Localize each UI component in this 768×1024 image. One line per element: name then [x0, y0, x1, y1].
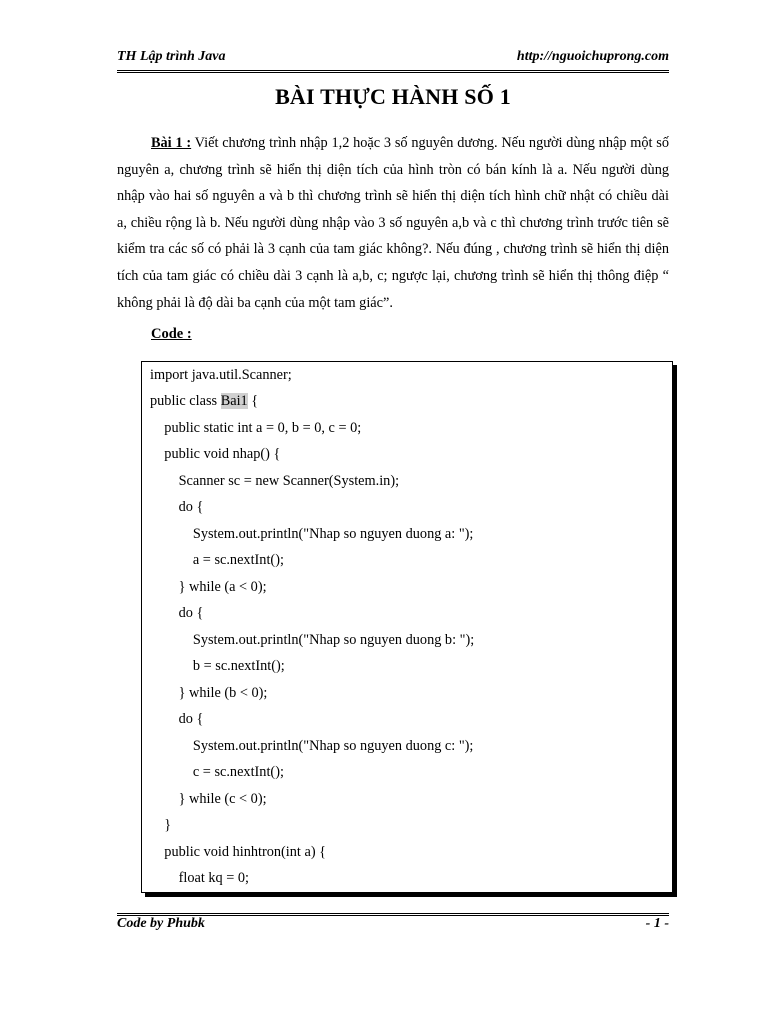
- code-line-17: } while (c < 0);: [150, 791, 267, 807]
- code-label: Code :: [151, 326, 192, 342]
- code-highlighted-class-name: Bai1: [220, 393, 248, 409]
- header-course-title: TH Lập trình Java: [117, 49, 226, 64]
- code-line-11: System.out.println("Nhap so nguyen duong b: ");: [150, 632, 475, 648]
- code-line-15: System.out.println("Nhap so nguyen duong c: ");: [150, 738, 474, 754]
- code-line-7: System.out.println("Nhap so nguyen duong a: ");: [150, 526, 474, 542]
- code-line-12: b = sc.nextInt();: [150, 658, 285, 674]
- code-line-3: public static int a = 0, b = 0, c = 0;: [150, 420, 362, 436]
- code-line-4: public void nhap() {: [150, 446, 281, 462]
- footer-page-number: - 1 -: [645, 916, 669, 931]
- code-line-14: do {: [150, 711, 204, 727]
- footer-author: Code by Phubk: [117, 916, 205, 931]
- code-line-6: do {: [150, 499, 204, 515]
- code-line-20: float kq = 0;: [150, 870, 249, 886]
- header-website: http://nguoichuprong.com: [516, 49, 669, 64]
- code-line-13: } while (b < 0);: [150, 685, 268, 701]
- page-header: [117, 49, 669, 65]
- code-line-2-end: {: [247, 393, 259, 409]
- code-line-5: Scanner sc = new Scanner(System.in);: [150, 473, 400, 489]
- code-line-1: import java.util.Scanner;: [150, 367, 292, 383]
- code-line-8: a = sc.nextInt();: [150, 552, 284, 568]
- code-line-2-start: public class: [150, 393, 221, 409]
- code-line-19: public void hinhtron(int a) {: [150, 844, 327, 860]
- code-line-10: do {: [150, 605, 204, 621]
- code-line-2: [150, 391, 258, 411]
- code-line-18: }: [150, 817, 172, 833]
- exercise-lead: Bài 1 :: [151, 135, 192, 151]
- page-footer: [117, 916, 669, 932]
- code-line-9: } while (a < 0);: [150, 579, 267, 595]
- exercise-text: Viết chương trình nhập 1,2 hoặc 3 số nguyên dương. Nếu người dùng nhập một số nguyên a, chương trình sẽ hiển thị diện tích của hình tròn có bán kính là a. Nếu người dùng nhập vào hai số nguyên a và b thì chương trình sẽ hiển thị diện tích hình chữ nhật có chiều dài a, chiều rộng là b. Nếu người dùng nhập vào 3 số nguyên a,b và c thì chương trình trước tiên sẽ kiểm tra các số có phải là 3 cạnh của tam giác không?. Nếu đúng , chương trình sẽ hiển thị diện tích của tam giác có chiều dài 3 cạnh là a,b, c; ngược lại, chương trình sẽ hiển thị thông điệp “ không phải là độ dài ba cạnh của một tam giác”.: [117, 135, 669, 311]
- header-divider: [117, 70, 669, 73]
- exercise-paragraph: [117, 130, 669, 316]
- code-line-16: c = sc.nextInt();: [150, 764, 284, 780]
- code-box: [141, 361, 673, 893]
- page-title: BÀI THỰC HÀNH SỐ 1: [275, 84, 511, 109]
